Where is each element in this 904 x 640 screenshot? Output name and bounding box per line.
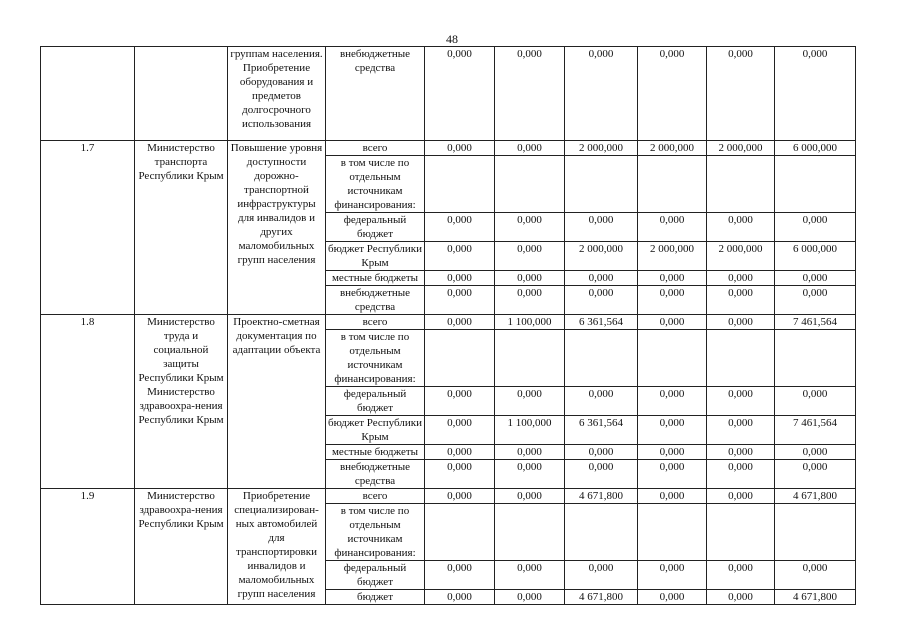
amount-cell: 0,000 (565, 286, 638, 315)
financing-table (40, 46, 856, 605)
amount-cell: 4 671,800 (565, 489, 638, 504)
amount-cell: 0,000 (638, 445, 707, 460)
amount-cell: 7 461,564 (775, 416, 856, 445)
amount-cell: 0,000 (495, 445, 565, 460)
amount-cell: 4 671,800 (775, 489, 856, 504)
amount-cell: 0,000 (775, 460, 856, 489)
amount-cell (707, 504, 775, 561)
amount-cell: 0,000 (495, 47, 565, 141)
amount-cell (425, 330, 495, 387)
amount-cell: 0,000 (495, 141, 565, 156)
amount-cell: 6 000,000 (775, 242, 856, 271)
amount-cell: 7 461,564 (775, 315, 856, 330)
amount-cell: 0,000 (638, 489, 707, 504)
amount-cell: 0,000 (425, 416, 495, 445)
responsible-org: Министерство труда и социальной защиты Республики Крым Министерство здравоохра-нения Республики Крым (135, 315, 228, 489)
measure-name: Повышение уровня доступности дорожно-транспортной инфраструктуры для инвалидов и других маломобильных групп населения (228, 141, 326, 315)
amount-cell: 0,000 (775, 213, 856, 242)
amount-cell: 0,000 (565, 271, 638, 286)
amount-cell: 2 000,000 (707, 242, 775, 271)
amount-cell: 0,000 (425, 590, 495, 605)
amount-cell: 0,000 (565, 445, 638, 460)
amount-cell (495, 156, 565, 213)
amount-cell: 0,000 (775, 561, 856, 590)
funding-source: внебюджетные средства (326, 460, 425, 489)
amount-cell: 0,000 (425, 286, 495, 315)
amount-cell: 0,000 (495, 242, 565, 271)
amount-cell: 0,000 (707, 590, 775, 605)
amount-cell: 6 000,000 (775, 141, 856, 156)
amount-cell: 2 000,000 (707, 141, 775, 156)
amount-cell: 0,000 (707, 213, 775, 242)
measure-name: Проектно-сметная документация по адаптации объекта (228, 315, 326, 489)
amount-cell: 0,000 (707, 445, 775, 460)
amount-cell: 2 000,000 (638, 242, 707, 271)
amount-cell (638, 504, 707, 561)
funding-source: в том числе по отдельным источникам финансирования: (326, 330, 425, 387)
amount-cell: 1 100,000 (495, 315, 565, 330)
amount-cell: 0,000 (707, 387, 775, 416)
amount-cell: 0,000 (775, 445, 856, 460)
row-number: 1.9 (41, 489, 135, 605)
amount-cell: 0,000 (638, 315, 707, 330)
funding-source: в том числе по отдельным источникам финансирования: (326, 156, 425, 213)
funding-source: федеральный бюджет (326, 387, 425, 416)
amount-cell (565, 504, 638, 561)
amount-cell: 0,000 (707, 489, 775, 504)
amount-cell (565, 330, 638, 387)
amount-cell: 0,000 (775, 387, 856, 416)
funding-source: внебюджетные средства (326, 47, 425, 141)
amount-cell: 0,000 (495, 213, 565, 242)
amount-cell: 1 100,000 (495, 416, 565, 445)
amount-cell: 0,000 (495, 460, 565, 489)
amount-cell: 0,000 (707, 286, 775, 315)
funding-source: внебюджетные средства (326, 286, 425, 315)
amount-cell: 0,000 (425, 213, 495, 242)
amount-cell: 0,000 (638, 416, 707, 445)
amount-cell: 0,000 (565, 47, 638, 141)
funding-source: бюджет Республики Крым (326, 416, 425, 445)
table-row (41, 489, 856, 504)
responsible-org (135, 47, 228, 141)
amount-cell: 0,000 (638, 47, 707, 141)
amount-cell: 0,000 (425, 387, 495, 416)
amount-cell (707, 330, 775, 387)
amount-cell: 0,000 (638, 460, 707, 489)
amount-cell: 2 000,000 (638, 141, 707, 156)
amount-cell: 0,000 (425, 445, 495, 460)
funding-source: федеральный бюджет (326, 561, 425, 590)
funding-source: местные бюджеты (326, 271, 425, 286)
amount-cell: 0,000 (707, 416, 775, 445)
amount-cell (638, 156, 707, 213)
amount-cell: 0,000 (425, 47, 495, 141)
amount-cell: 6 361,564 (565, 416, 638, 445)
funding-source: в том числе по отдельным источникам финансирования: (326, 504, 425, 561)
amount-cell: 0,000 (565, 460, 638, 489)
amount-cell: 0,000 (495, 271, 565, 286)
amount-cell (775, 156, 856, 213)
amount-cell: 4 671,800 (775, 590, 856, 605)
amount-cell: 0,000 (495, 489, 565, 504)
amount-cell (495, 504, 565, 561)
amount-cell (638, 330, 707, 387)
amount-cell: 0,000 (425, 561, 495, 590)
amount-cell: 6 361,564 (565, 315, 638, 330)
funding-source: всего (326, 315, 425, 330)
amount-cell: 0,000 (707, 460, 775, 489)
amount-cell: 0,000 (638, 561, 707, 590)
amount-cell: 0,000 (775, 286, 856, 315)
amount-cell: 0,000 (638, 387, 707, 416)
amount-cell (425, 156, 495, 213)
table-row (41, 141, 856, 156)
amount-cell: 0,000 (425, 271, 495, 286)
amount-cell: 0,000 (565, 561, 638, 590)
amount-cell (775, 504, 856, 561)
amount-cell (775, 330, 856, 387)
amount-cell: 0,000 (495, 387, 565, 416)
amount-cell (707, 156, 775, 213)
amount-cell: 0,000 (565, 387, 638, 416)
funding-source: всего (326, 489, 425, 504)
amount-cell: 0,000 (775, 271, 856, 286)
amount-cell: 0,000 (425, 242, 495, 271)
amount-cell: 0,000 (638, 271, 707, 286)
amount-cell: 0,000 (425, 141, 495, 156)
amount-cell (565, 156, 638, 213)
funding-source: бюджет Республики Крым (326, 242, 425, 271)
amount-cell: 4 671,800 (565, 590, 638, 605)
amount-cell: 2 000,000 (565, 242, 638, 271)
amount-cell: 0,000 (425, 460, 495, 489)
amount-cell: 0,000 (565, 213, 638, 242)
amount-cell: 0,000 (707, 271, 775, 286)
amount-cell: 0,000 (707, 47, 775, 141)
amount-cell: 0,000 (425, 315, 495, 330)
amount-cell (495, 330, 565, 387)
amount-cell: 0,000 (775, 47, 856, 141)
measure-name: группам населения. Приобретение оборудования и предметов долгосрочного использования (228, 47, 326, 141)
amount-cell: 0,000 (707, 315, 775, 330)
page-number: 48 (446, 32, 458, 46)
measure-name: Приобретение специализирован-ных автомобилей для транспортировки инвалидов и маломобильных групп населения (228, 489, 326, 605)
amount-cell: 0,000 (425, 489, 495, 504)
amount-cell: 0,000 (638, 286, 707, 315)
row-number: 1.8 (41, 315, 135, 489)
responsible-org: Министерство здравоохра-нения Республики Крым (135, 489, 228, 605)
amount-cell (425, 504, 495, 561)
row-number (41, 47, 135, 141)
table-row (41, 47, 856, 141)
responsible-org: Министерство транспорта Республики Крым (135, 141, 228, 315)
amount-cell: 0,000 (638, 590, 707, 605)
funding-source: бюджет (326, 590, 425, 605)
amount-cell: 0,000 (638, 213, 707, 242)
row-number: 1.7 (41, 141, 135, 315)
funding-source: всего (326, 141, 425, 156)
amount-cell: 0,000 (495, 286, 565, 315)
amount-cell: 0,000 (707, 561, 775, 590)
amount-cell: 0,000 (495, 590, 565, 605)
funding-source: местные бюджеты (326, 445, 425, 460)
table-row (41, 315, 856, 330)
amount-cell: 0,000 (495, 561, 565, 590)
amount-cell: 2 000,000 (565, 141, 638, 156)
funding-source: федеральный бюджет (326, 213, 425, 242)
